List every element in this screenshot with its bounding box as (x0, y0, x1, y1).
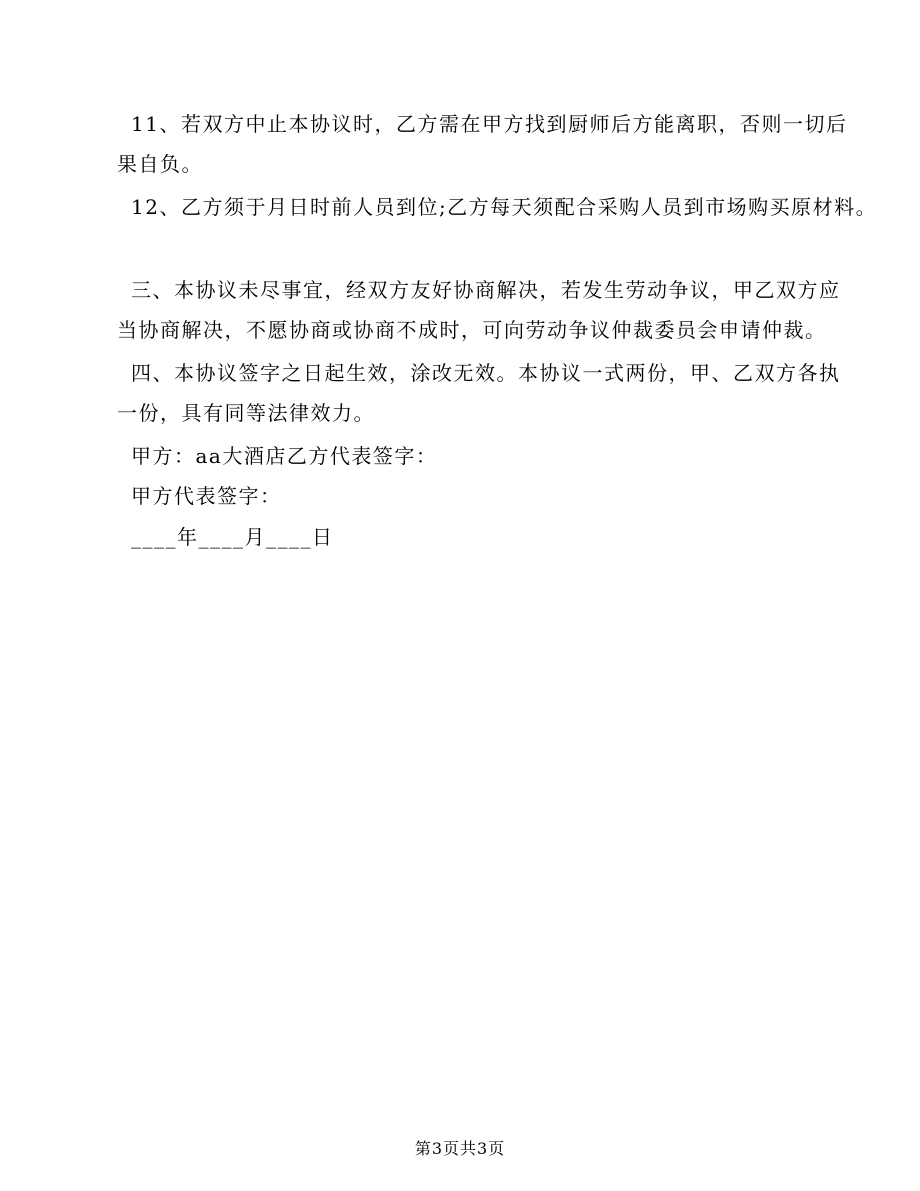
section-4-line-2: 一份，具有同等法律效力。 (117, 401, 375, 425)
section-3-line-2: 当协商解决，不愿协商或协商不成时，可向劳动争议仲裁委员会申请仲裁。 (117, 318, 827, 342)
section-3-line-1: 三、本协议未尽事宜，经双方友好协商解决，若发生劳动争议，甲乙双方应 (131, 278, 841, 302)
party-a-representative-line: 甲方代表签字： (131, 484, 282, 508)
date-line: ____年____月____日 (131, 525, 334, 549)
clause-12: 12、乙方须于月日时前人员到位;乙方每天须配合采购人员到市场购买原材料。 (131, 195, 878, 219)
party-a-signature-line: 甲方：aa大酒店乙方代表签字： (131, 444, 438, 468)
section-4-line-1: 四、本协议签字之日起生效，涂改无效。本协议一式两份，甲、乙双方各执 (131, 361, 841, 385)
page-number: 第3页共3页 (414, 1139, 506, 1158)
clause-11-line-1: 11、若双方中止本协议时，乙方需在甲方找到厨师后方能离职，否则一切后 (131, 112, 848, 136)
clause-11-line-2: 果自负。 (117, 152, 203, 176)
